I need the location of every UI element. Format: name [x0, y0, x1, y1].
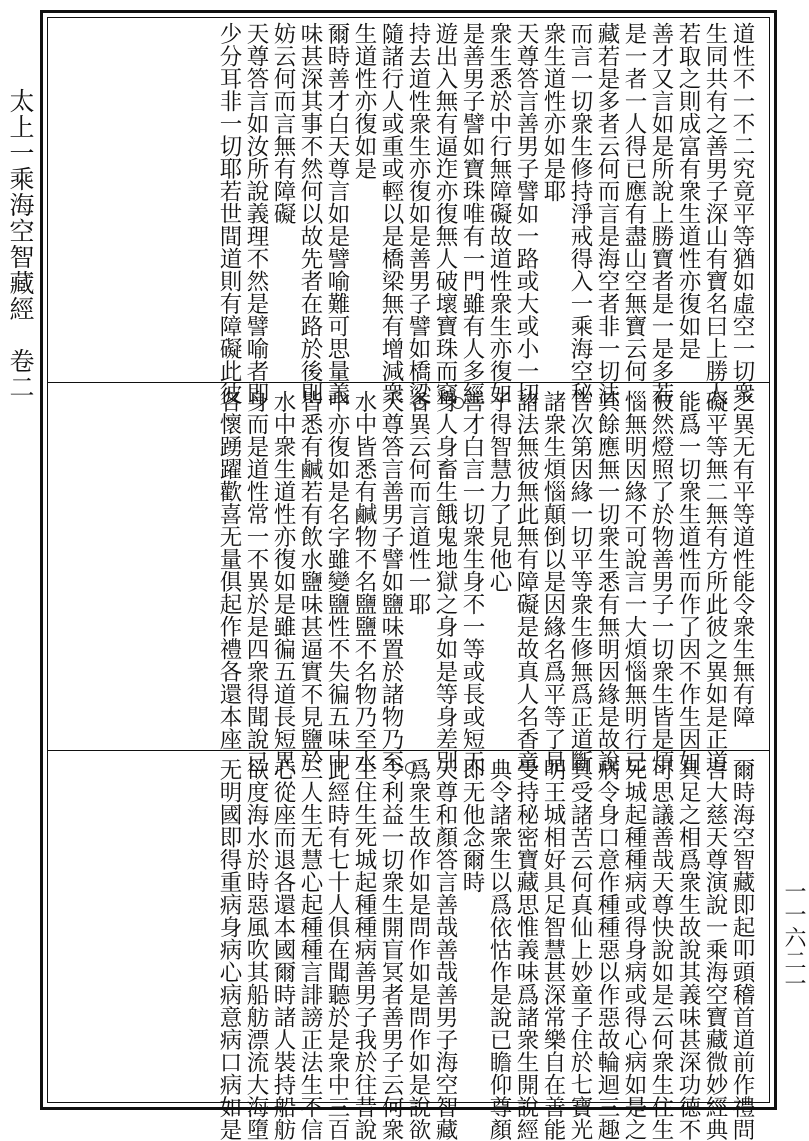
paragraph-marker: [452, 397, 464, 409]
text-column: 无明國即得重病身病心病意病口病如是: [216, 758, 242, 1141]
text-column: 此經時有七十人俱在聞聽於是衆中三百: [324, 758, 350, 1141]
text-column: 善才又言如是所說上勝寶者是一是多若: [648, 22, 674, 405]
text-column: 道性不一不二究竟平等猶如虛空一切衆: [729, 22, 755, 405]
text-column: 典令諸衆生以爲依怙作是說已瞻仰尊顏: [486, 758, 512, 1141]
text-column: 死城起種種病或得身病或得心病如是之: [621, 758, 647, 1141]
text-column: 持去道性衆生亦復如是善男子譬如橋梁: [405, 22, 431, 405]
text-column: 天尊答言善男子譬如一路或大或小一切: [513, 22, 539, 405]
text-column: 各懷踴躍歡喜无量俱起作禮各還本座: [216, 390, 242, 750]
text-column: 言大慈天尊演說一乘海空寶藏微妙經典: [702, 758, 728, 1141]
text-column: 受持秘密寶藏思惟義味爲諸衆生開說經: [513, 758, 539, 1141]
text-column: 天尊答言善男子譬如鹽味置於諸物乃至: [378, 390, 404, 773]
panel-bottom: [48, 758, 769, 1141]
text-column: 爾時善才白天尊言如是譬喻難可思量義: [324, 22, 350, 405]
text-column: 病令身口意作種種惡以作惡故輪迴三趣: [594, 758, 620, 1141]
text-column: 藏若是多者云何而言是海空者非一切法: [594, 22, 620, 405]
text-column: 惱無明因緣不可說言一大煩惱無明行已: [621, 390, 647, 773]
text-column: 少分耳非一切耶若世間道則有障礙此彼: [216, 22, 242, 405]
text-column: 言次第因緣一切平等衆生修無爲正道斷: [567, 390, 593, 773]
text-column: 能爲一切衆生道性而作了因不作生因如: [675, 390, 701, 773]
text-column: 爲衆生故作如是問作如是問作如是說欲: [405, 758, 431, 1141]
text-column: 各異云何而言道性一耶: [405, 390, 431, 615]
page-number-margin: 一一六二一: [781, 880, 806, 995]
sutra-title-margin: 太上一乘海空智藏經 卷二: [6, 88, 35, 400]
text-column: 天尊答言如汝所說義理不然是譬喻者即: [243, 22, 269, 405]
panel-divider: [48, 750, 769, 751]
text-column: 天尊和顏答言善哉善哉善男子海空智藏: [432, 758, 458, 1141]
panel-top: [48, 22, 769, 405]
text-column: 是善男子譬如寶珠唯有一門雖有人多經: [459, 22, 485, 405]
text-column: 子得智慧力了見他心: [486, 390, 512, 593]
text-column: 之異无有平等道性能令衆生無有障: [729, 390, 755, 728]
text-column: 諸法無彼無此無有障礙是故真人名香童: [513, 390, 539, 773]
text-column: 欲度海水於時惡風吹其船舫漂流大海墮: [243, 758, 269, 1141]
text-column: 若取之則成富有衆生道性亦復如是: [675, 22, 701, 360]
text-column: 三人生无慧心起種種言誹謗正法生不信: [297, 758, 323, 1141]
panel-middle: [48, 390, 769, 773]
panel-divider: [48, 382, 769, 383]
text-column: 妨云何而言無有障礙: [270, 22, 296, 225]
text-column: 生住生死城起種種病善男子我於往昔說: [351, 758, 377, 1141]
text-column: 身而是道性常一不異於是四衆得聞說已: [243, 390, 269, 773]
text-column: 而言一切衆生修持淨戒得入一乘海空秘: [567, 22, 593, 405]
text-column: 其餘應無一切衆生悉有無明因緣是故說: [594, 390, 620, 773]
paragraph-marker: [413, 397, 425, 409]
text-column: 生道性亦復如是: [351, 22, 377, 180]
text-column: 明王城相好具足智慧甚深常樂自在善能: [540, 758, 566, 1141]
text-column: 具受諸苦云何真仙上妙童子住於七寶光: [567, 758, 593, 1141]
text-column: 身人身畜生餓鬼地獄之身如是等身差別: [432, 390, 458, 773]
text-column: 爾時海空智藏即起叩頭稽首道前作禮問: [729, 758, 755, 1141]
text-column: 隨諸行人或重或輕以是橋梁無有增減衆: [378, 22, 404, 405]
text-column: 水中皆悉有鹹物不名鹽鹽不名物乃至水: [351, 390, 377, 773]
text-column: 衆生道性亦如是耶: [540, 22, 566, 202]
text-column: 水中衆生道性亦復如是雖徧五道長短異: [270, 390, 296, 773]
text-column: 心從座而退各還本國爾時諸人裝持船舫: [270, 758, 296, 1141]
text-column: 皆悉有鹹若有飲水鹽味甚逼實不見鹽於: [297, 390, 323, 773]
text-column: 中亦復如是名字雖變鹽性不失徧五味中: [324, 390, 350, 773]
text-area: [47, 17, 770, 1141]
text-column: 遊出入無有逼迮亦復無人破壞寶珠而竊: [432, 22, 458, 405]
text-column: 即无他念爾時: [459, 758, 485, 893]
page-frame: [40, 10, 777, 1141]
text-column: 具足之相爲衆生故說其義味甚深功德不: [675, 758, 701, 1141]
text-column: 味甚深其事不然何以故先者在路於後則: [297, 22, 323, 405]
text-column: 令利益一切衆生開盲冥者善男子云何衆: [378, 758, 404, 1141]
text-column: 礙平等無二無有方所此彼之異如是正道: [702, 390, 728, 773]
text-column: 是一者一人得已應有盡山空無寶云何: [621, 22, 647, 382]
text-column: 諸衆生煩惱顛倒以是因緣名爲平等了見: [540, 390, 566, 773]
text-column: 衆生悉於中行無障礙故道性衆生亦復如: [486, 22, 512, 405]
text-column: 善才白言一切衆生身不一等或長或短天: [459, 390, 485, 773]
paragraph-marker: [405, 762, 417, 774]
text-column: 可思議善哉天尊快說如是云何衆生住生: [648, 758, 674, 1141]
text-column: 彼然燈照了於物善男子一切衆生皆是煩: [648, 390, 674, 773]
text-column: 生同共有之善男子深山有寶名曰上勝人: [702, 22, 728, 405]
